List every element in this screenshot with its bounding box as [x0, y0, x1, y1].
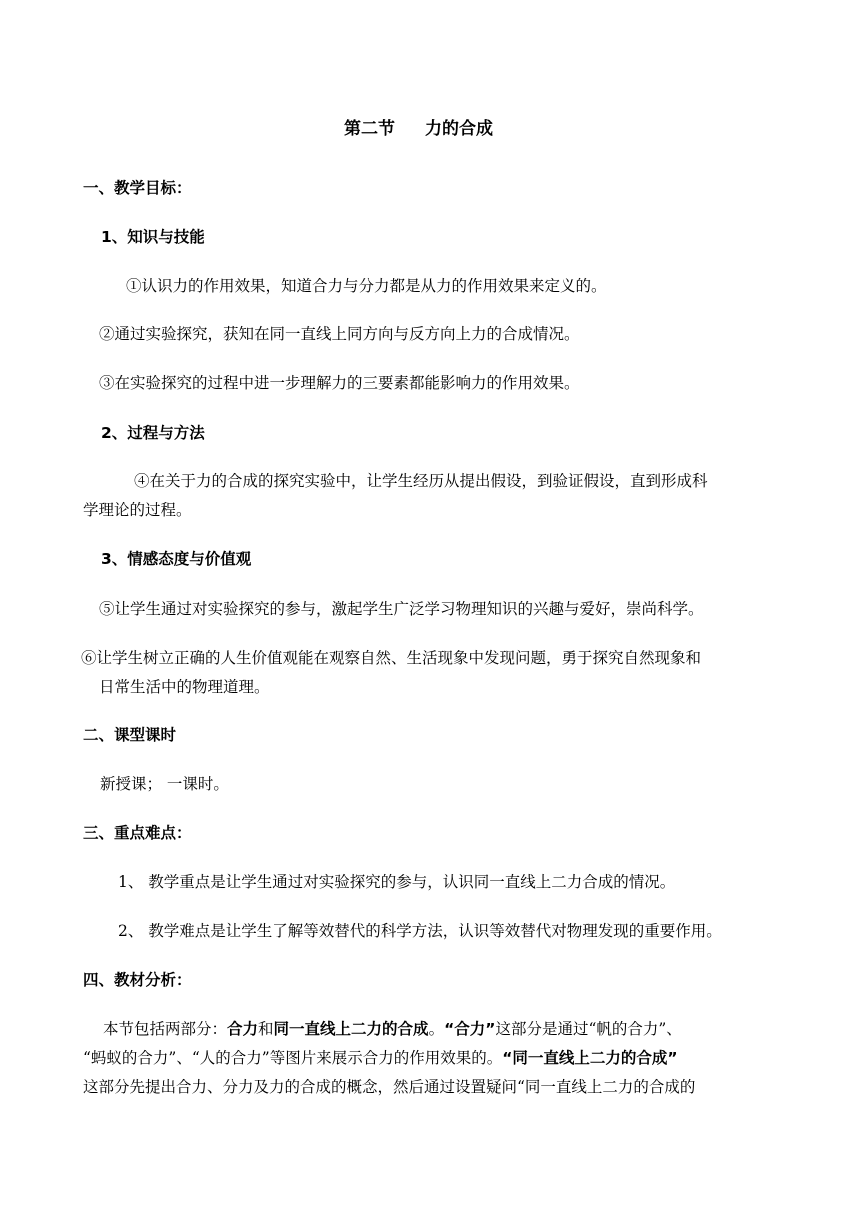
analysis-emphasis: 同一直线上二力的合成 — [273, 1020, 429, 1038]
goal-item-2: ②通过实验探究，获知在同一直线上同方向与反方向上力的合成情况。 — [99, 325, 580, 343]
goal-item-5: ⑤让学生通过对实验探究的参与，激起学生广泛学习物理知识的兴趣与爱好，崇尚科学。 — [99, 600, 704, 618]
title-topic: 力的合成 — [425, 119, 493, 139]
goal-item-4-line-1: ④在关于力的合成的探究实验中，让学生经历从提出假设，到验证假设，直到形成科 — [134, 472, 708, 490]
subheading-knowledge-skills: 1、知识与技能 — [101, 228, 205, 246]
heading-teaching-goals: 一、教学目标： — [83, 179, 192, 197]
analysis-text: 本节包括两部分： — [103, 1020, 228, 1038]
goal-item-4-line-2: 学理论的过程。 — [83, 501, 192, 519]
analysis-emphasis: 合力 — [227, 1020, 259, 1038]
goal-item-1: ①认识力的作用效果，知道合力与分力都是从力的作用效果来定义的。 — [126, 277, 607, 295]
analysis-text: “蚂蚁的合力”、“人的合力”等图片来展示合力的作用效果的。 — [83, 1049, 503, 1067]
analysis-paragraph-line-3: 这部分先提出合力、分力及力的合成的概念，然后通过设置疑问“同一直线上二力的合成的 — [83, 1078, 696, 1096]
analysis-text: 。 — [428, 1020, 445, 1038]
subheading-process-methods: 2、过程与方法 — [101, 424, 205, 442]
goal-item-3: ③在实验探究的过程中进一步理解力的三要素都能影响力的作用效果。 — [99, 374, 580, 392]
analysis-text: 这部分是通过“帆的合力”、 — [495, 1020, 682, 1038]
analysis-text: 和 — [258, 1020, 274, 1038]
lesson-type-text: 新授课； 一课时。 — [100, 775, 229, 793]
analysis-paragraph-line-1 — [103, 1019, 682, 1039]
page-title — [344, 119, 493, 139]
subheading-attitudes-values: 3、情感态度与价值观 — [101, 550, 252, 568]
heading-lesson-type: 二、课型课时 — [83, 726, 177, 744]
key-point-2: 2、 教学难点是让学生了解等效替代的科学方法，认识等效替代对物理发现的重要作用。 — [118, 922, 722, 940]
key-point-1: 1、 教学重点是让学生通过对实验探究的参与，认识同一直线上二力合成的情况。 — [118, 873, 676, 891]
analysis-emphasis: “同一直线上二力的合成” — [502, 1049, 678, 1067]
heading-material-analysis: 四、教材分析： — [83, 971, 192, 989]
analysis-paragraph-line-2 — [83, 1048, 678, 1068]
analysis-emphasis: “合力” — [444, 1020, 496, 1038]
heading-key-points: 三、重点难点： — [83, 824, 192, 842]
goal-item-6-line-1: ⑥让学生树立正确的人生价值观能在观察自然、生活现象中发现问题，勇于探究自然现象和 — [81, 649, 702, 667]
goal-item-6-line-2: 日常生活中的物理道理。 — [99, 678, 270, 696]
title-section-number: 第二节 — [344, 119, 395, 139]
